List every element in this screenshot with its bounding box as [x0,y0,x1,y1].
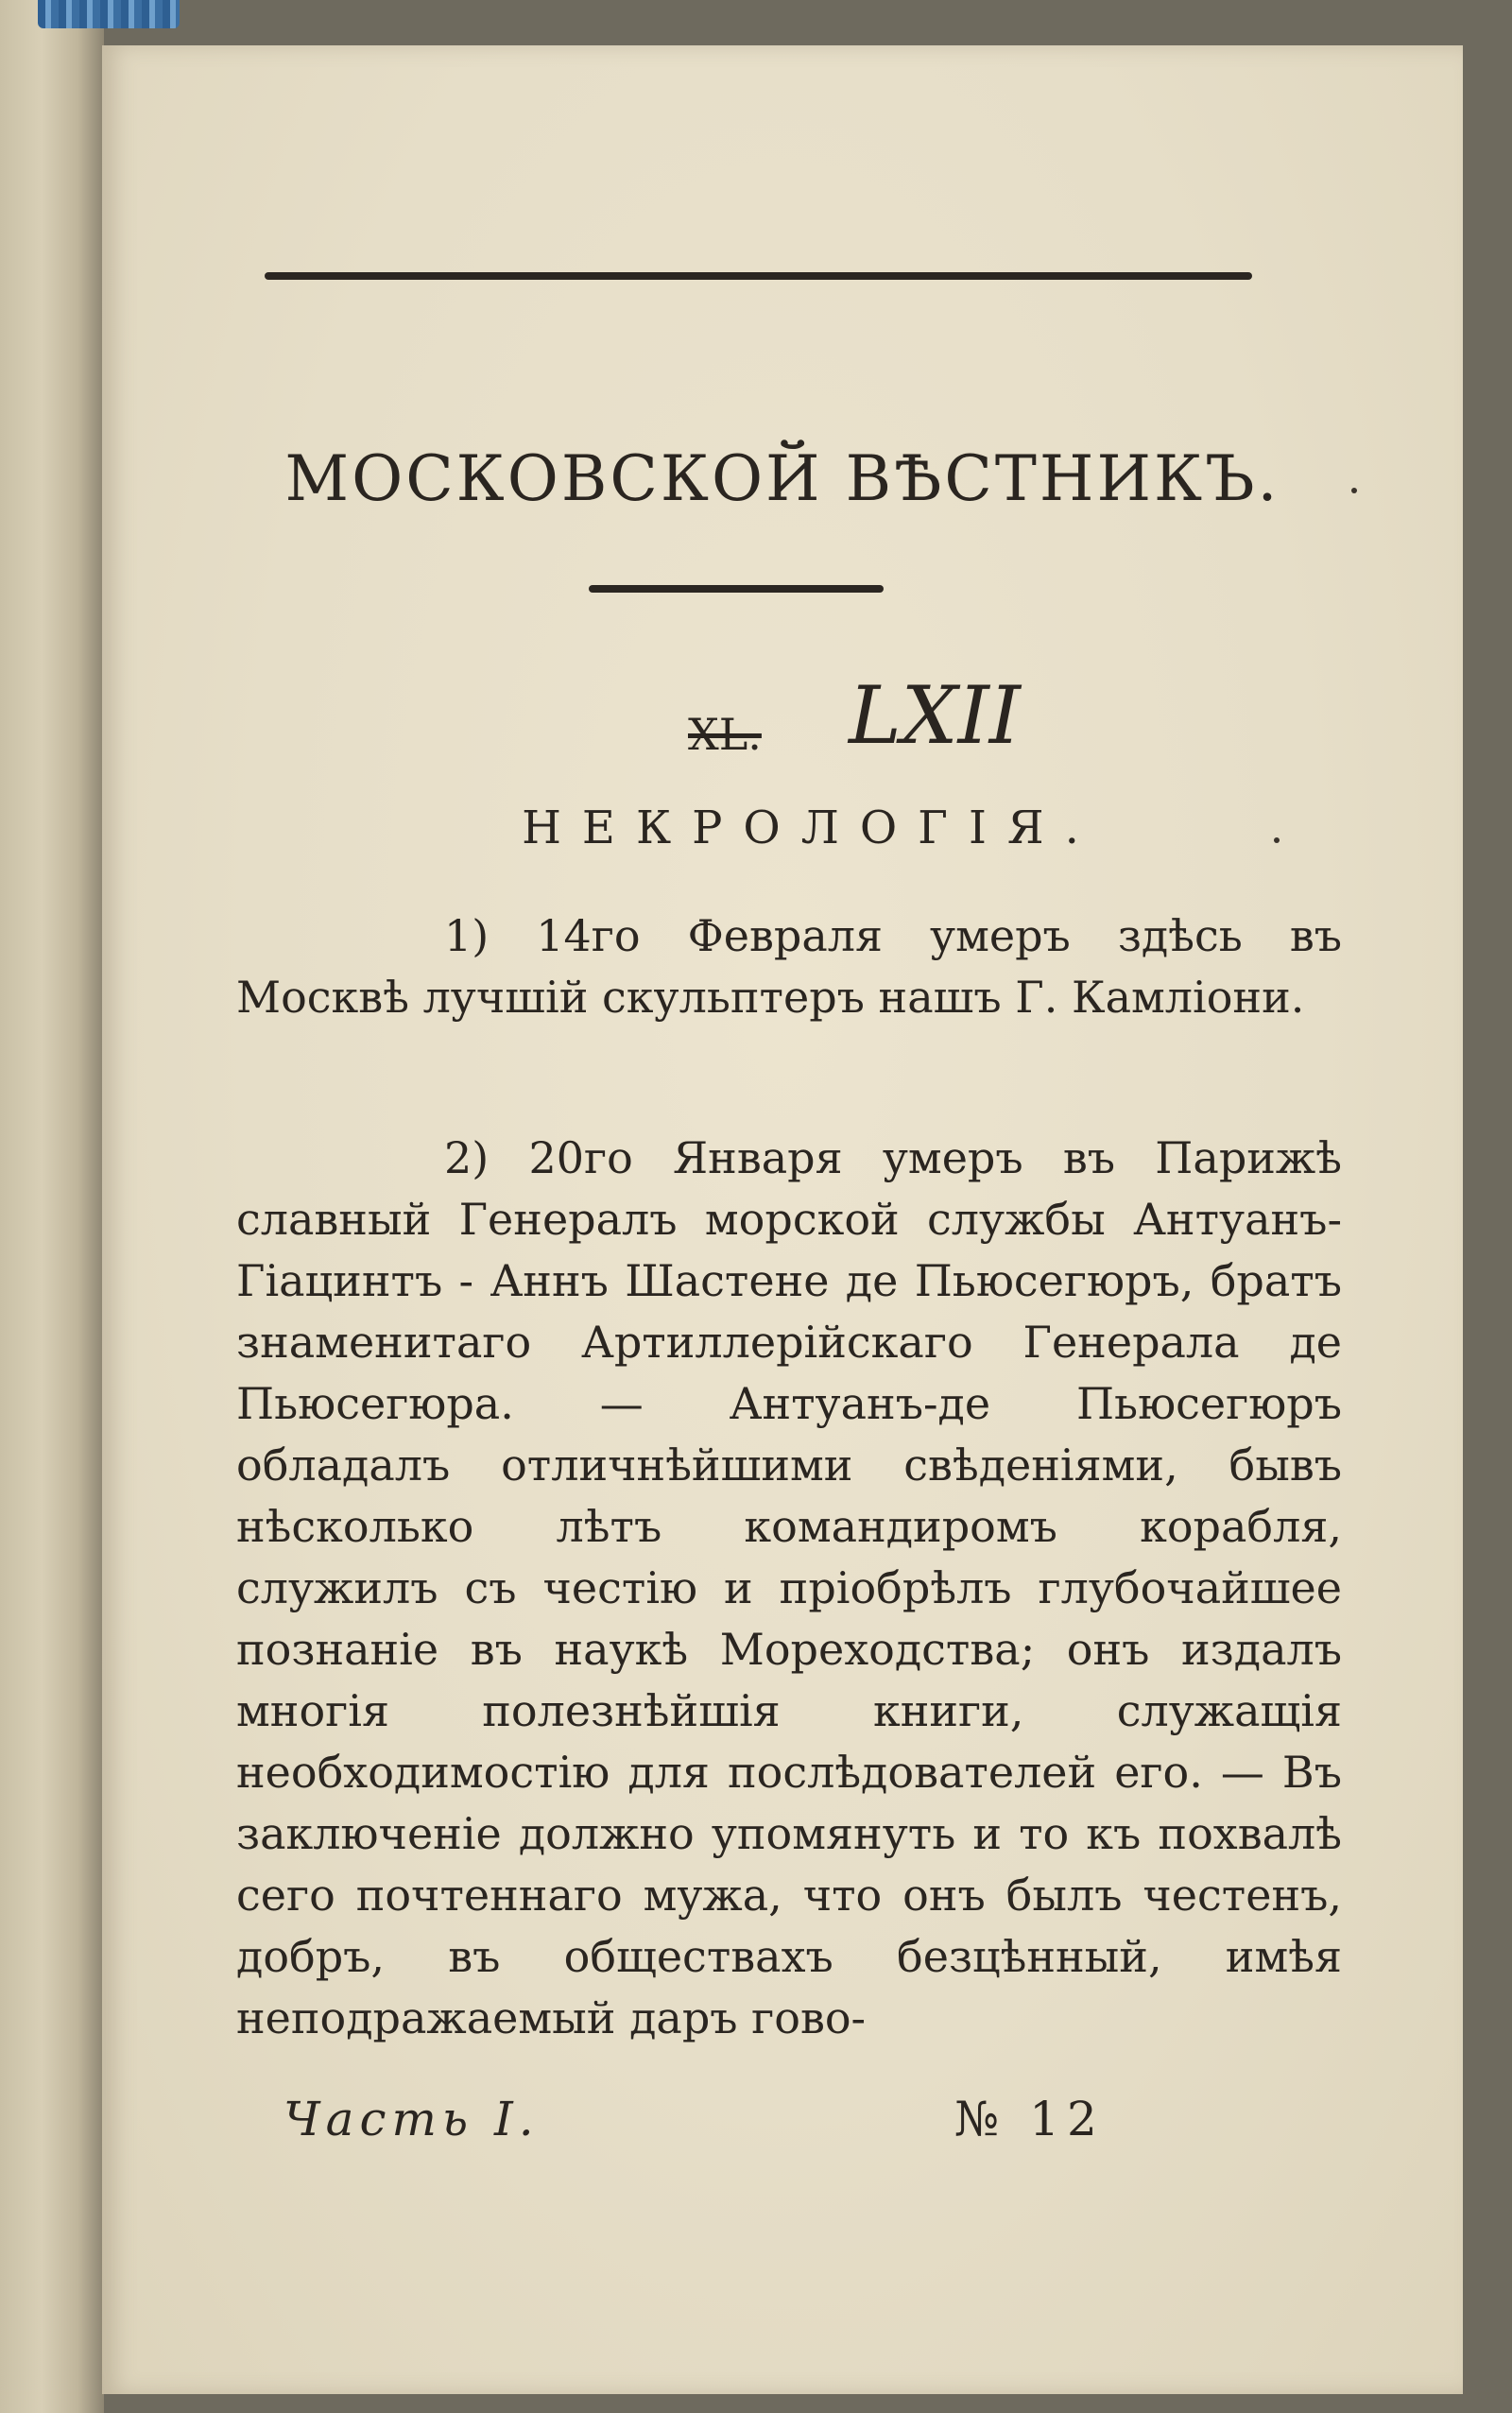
journal-title: МОСКОВСКОЙ ВѢСТНИКЪ. [284,442,1280,515]
issue-number-handwritten: LXII [849,669,1021,762]
section-heading: НЕКРОЛОГIЯ. [522,801,1100,854]
paragraph-2: 2) 20го Января умеръ въ Парижѣ славный Генералъ морской службы Антуанъ-Гiацинтъ - Аннъ Шастене де Пьюсегюръ, братъ знаменитаго Артиллерiйскаго Генерала де Пьюсегюра. — Антуанъ-де Пьюсегюръ обладалъ отличнѣйшими свѣденiями, бывъ нѣсколько лѣтъ командиромъ корабля, служилъ съ честiю и прiобрѣлъ глубочайшее познанiе въ наукѣ Мореходства; онъ издалъ многiя полезнѣйшiя книги, служащiя необходимостiю для послѣдователей его. — Въ заключенiе должно упомянуть и то къ похвалѣ сего почтеннаго мужа, что онъ былъ честенъ, добръ, въ обществахъ безцѣнный, имѣя неподражаемый даръ гово- [236,1132,1342,2043]
ink-speck [1351,488,1357,493]
title-rule [589,585,884,593]
top-rule [265,272,1252,280]
paragraph-1: 1) 14го Февраля умеръ здѣсь въ Москвѣ лучшiй скульптеръ нашъ Г. Камлiони. [236,910,1342,1023]
issue-number [669,669,1142,783]
ink-speck [1274,837,1280,843]
issue-number-struck: XL. [688,709,762,760]
book-spine [0,0,104,2413]
footer-number: № 12 [954,2092,1105,2146]
footer-part: Часть I. [284,2092,540,2146]
page-content [102,45,1463,2394]
page-footer [284,2092,1181,2158]
book-page [102,45,1463,2394]
bookmark-ribbon [38,0,180,28]
